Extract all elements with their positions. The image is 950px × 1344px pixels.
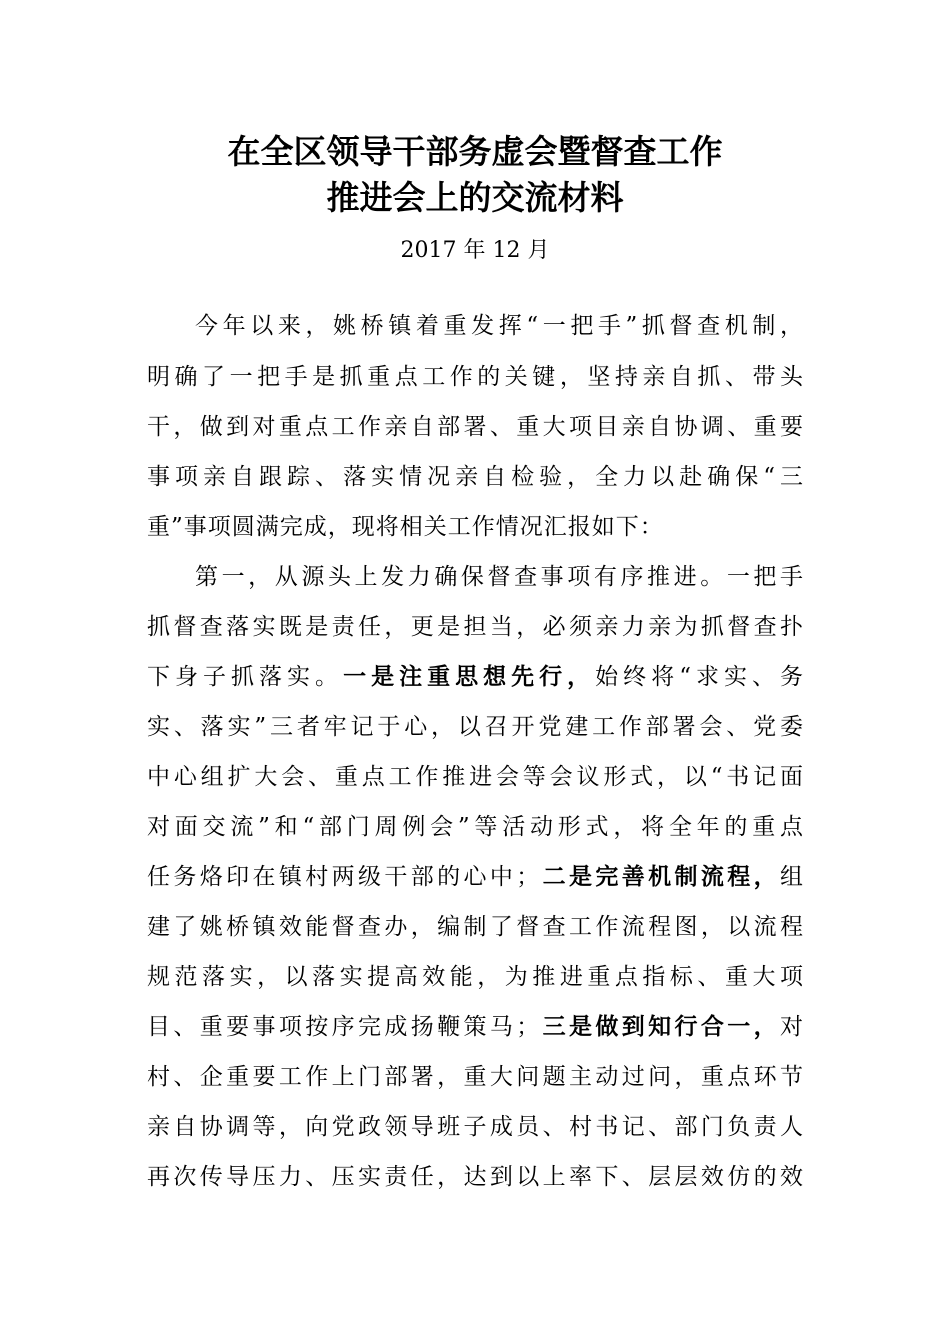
document-date: 2017 年 12 月 [400,238,550,263]
text-line: 中心组扩大会、重点工作推进会等会议形式，以“书记面 [147,764,803,790]
text-line: 抓督查落实既是责任，更是担当，必须亲力亲为抓督查扑 [147,614,803,640]
document-title-line-1: 在全区领导干部务虚会暨督查工作 [227,132,723,171]
text-run: 任务烙印在镇村两级干部的心中； [147,864,540,890]
text-line: 实、落实”三者牢记于心，以召开党建工作部署会、党委 [147,714,803,740]
text-run: 下身子抓落实。 [147,664,344,690]
text-line [147,1012,803,1042]
text-line: 重”事项圆满完成，现将相关工作情况汇报如下： [147,514,664,540]
text-line: 今年以来，姚桥镇着重发挥“一把手”抓督查机制， [195,313,803,339]
bold-heading-three: 三是做到知行合一， [539,1013,780,1040]
text-run: 目、重要事项按序完成扬鞭策马； [147,1014,540,1040]
text-line: 明确了一把手是抓重点工作的关键，坚持亲自抓、带头 [147,364,803,390]
text-line: 村、企重要工作上门部署，重大问题主动过问，重点环节 [147,1064,803,1090]
text-line: 第一，从源头上发力确保督查事项有序推进。一把手 [195,564,803,590]
text-line: 干，做到对重点工作亲自部署、重大项目亲自协调、重要 [147,414,803,440]
text-run: 始终将“求实、务 [595,664,804,690]
text-line: 对面交流”和“部门周例会”等活动形式，将全年的重点 [147,814,803,840]
document-title-line-2: 推进会上的交流材料 [326,178,624,217]
bold-heading-two: 二是完善机制流程， [539,863,780,890]
text-line [147,662,803,692]
text-line: 事项亲自跟踪、落实情况亲自检验，全力以赴确保“三 [147,464,803,490]
text-line: 再次传导压力、压实责任，达到以上率下、层层效仿的效 [147,1164,803,1190]
text-line: 亲自协调等，向党政领导班子成员、村书记、部门负责人 [147,1114,803,1140]
text-line: 建了姚桥镇效能督查办，编制了督查工作流程图，以流程 [147,914,803,940]
text-run: 对 [780,1014,803,1040]
bold-heading-one: 一是注重思想先行， [343,663,596,690]
text-run: 组 [780,864,803,890]
text-line [147,862,803,892]
text-line: 规范落实，以落实提高效能，为推进重点指标、重大项 [147,964,803,990]
